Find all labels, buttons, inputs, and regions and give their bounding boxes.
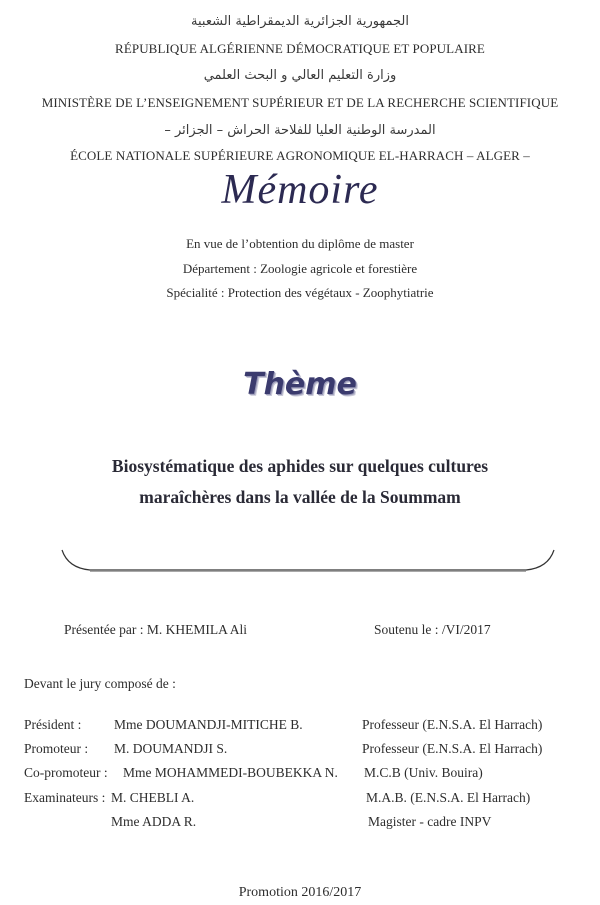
jury-role: Co-promoteur : bbox=[24, 765, 108, 780]
department: Département : Zoologie agricole et forestière bbox=[182, 261, 418, 276]
presented-by: Présentée par : M. KHEMILA Ali bbox=[64, 622, 247, 637]
jury-role: Président : bbox=[24, 717, 82, 732]
jury-name: Mme DOUMANDJI-MITICHE B. bbox=[114, 717, 303, 732]
republic-arabic: الجمهورية الجزائرية الديمقراطية الشعبية bbox=[191, 14, 409, 29]
theme-heading: Thème bbox=[243, 367, 357, 402]
specialty: Spécialité : Protection des végétaux - Zoophytiatrie bbox=[166, 285, 434, 300]
promotion-year: Promotion 2016/2017 bbox=[238, 885, 362, 900]
title-underline-divider bbox=[60, 548, 556, 576]
jury-name: M. CHEBLI A. bbox=[111, 790, 195, 805]
thesis-title-line-1: Biosystématique des aphides sur quelques cultures bbox=[111, 456, 489, 476]
jury-intro: Devant le jury composé de : bbox=[24, 676, 176, 691]
jury-name: Mme MOHAMMEDI-BOUBEKKA N. bbox=[123, 765, 338, 780]
jury-title: Professeur (E.N.S.A. El Harrach) bbox=[362, 741, 543, 756]
degree-purpose: En vue de l’obtention du diplôme de master bbox=[186, 236, 414, 251]
jury-name: M. DOUMANDJI S. bbox=[114, 741, 228, 756]
jury-role: Examinateurs : bbox=[24, 790, 106, 805]
school-french: ÉCOLE NATIONALE SUPÉRIEURE AGRONOMIQUE EL-HARRACH – ALGER – bbox=[70, 148, 530, 163]
jury-name: Mme ADDA R. bbox=[111, 814, 197, 829]
jury-title: Professeur (E.N.S.A. El Harrach) bbox=[362, 717, 543, 732]
ministry-arabic: وزارة التعليم العالي و البحث العلمي bbox=[203, 68, 397, 83]
defense-date: Soutenu le : /VI/2017 bbox=[374, 622, 491, 637]
school-arabic: المدرسة الوطنية العليا للفلاحة الحراش – الجزائر – bbox=[164, 123, 436, 138]
jury-title: M.C.B (Univ. Bouira) bbox=[364, 765, 483, 780]
document-type-heading: Mémoire bbox=[221, 167, 379, 213]
thesis-title-line-2: maraîchères dans la vallée de la Soummam bbox=[139, 487, 461, 507]
jury-role: Promoteur : bbox=[24, 741, 89, 756]
jury-title: Magister - cadre INPV bbox=[368, 814, 492, 829]
jury-title: M.A.B. (E.N.S.A. El Harrach) bbox=[366, 790, 531, 805]
ministry-french: MINISTÈRE DE L’ENSEIGNEMENT SUPÉRIEUR ET DE LA RECHERCHE SCIENTIFIQUE bbox=[41, 95, 559, 110]
republic-french: RÉPUBLIQUE ALGÉRIENNE DÉMOCRATIQUE ET POPULAIRE bbox=[115, 41, 485, 56]
